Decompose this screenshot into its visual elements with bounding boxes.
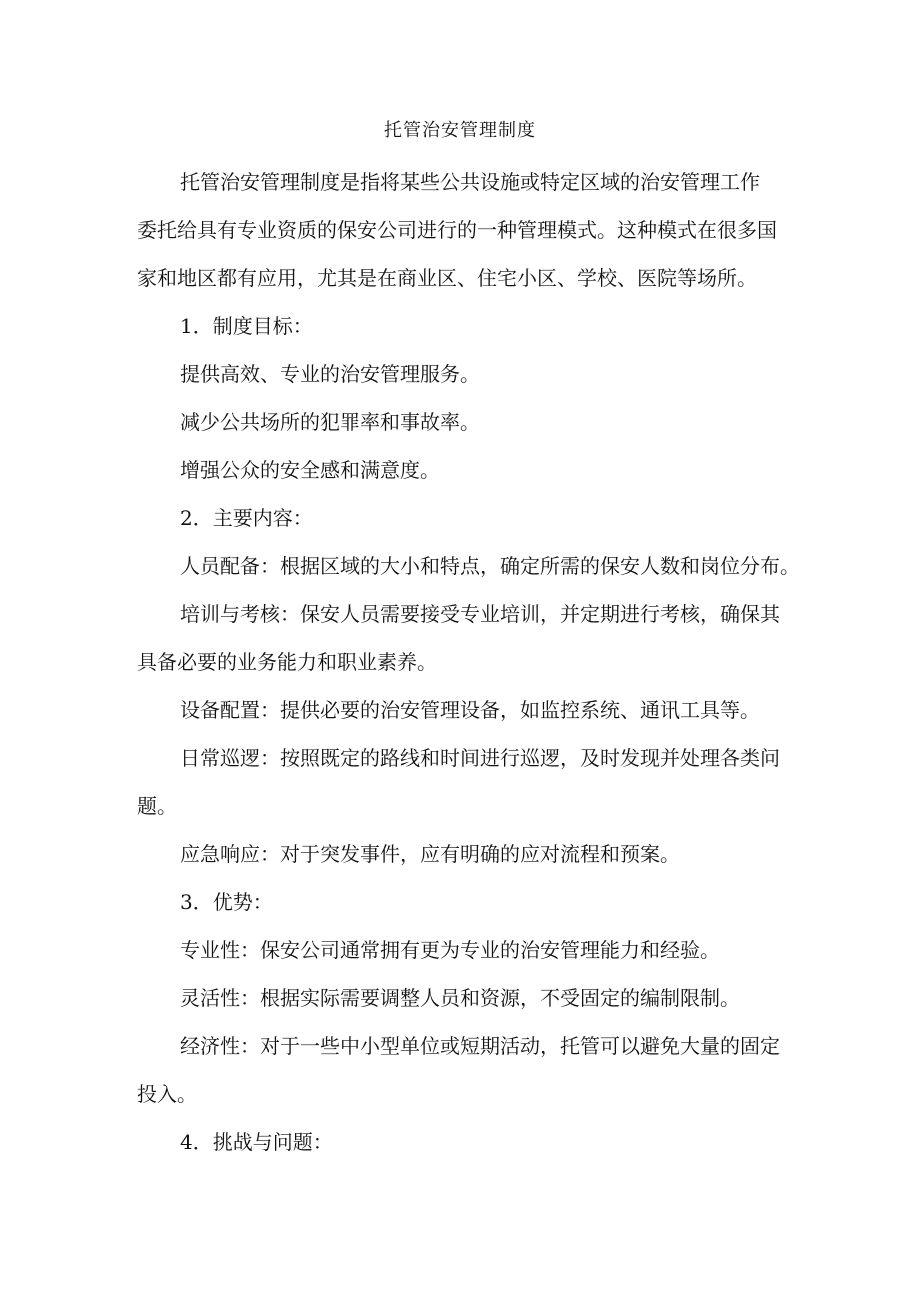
- section-heading: 4．挑战与问题：: [180, 1130, 333, 1154]
- paragraph-line: 投入。: [137, 1082, 197, 1106]
- paragraph-line: 日常巡逻：按照既定的路线和时间进行巡逻，及时发现并处理各类问: [180, 746, 780, 770]
- paragraph-line: 题。: [137, 794, 177, 818]
- paragraph-line: 增强公众的安全感和满意度。: [180, 458, 440, 482]
- paragraph-line: 委托给具有专业资质的保安公司进行的一种管理模式。这种模式在很多国: [137, 218, 777, 242]
- paragraph-line: 应急响应：对于突发事件，应有明确的应对流程和预案。: [180, 842, 680, 866]
- paragraph-line: 具备必要的业务能力和职业素养。: [137, 650, 437, 674]
- paragraph-line: 提供高效、专业的治安管理服务。: [180, 362, 480, 386]
- section-heading: 2．主要内容：: [180, 506, 313, 530]
- paragraph-line: 人员配备：根据区域的大小和特点，确定所需的保安人数和岗位分布。: [180, 554, 800, 578]
- paragraph-line: 设备配置：提供必要的治安管理设备，如监控系统、通讯工具等。: [180, 698, 760, 722]
- section-heading: 3．优势：: [180, 890, 273, 914]
- paragraph-line: 托管治安管理制度是指将某些公共设施或特定区域的治安管理工作: [180, 170, 760, 194]
- paragraph-line: 培训与考核：保安人员需要接受专业培训，并定期进行考核，确保其: [180, 602, 780, 626]
- document-title: 托管治安管理制度: [384, 120, 536, 141]
- section-heading: 1．制度目标：: [180, 314, 313, 338]
- paragraph-line: 经济性：对于一些中小型单位或短期活动，托管可以避免大量的固定: [180, 1034, 780, 1058]
- paragraph-line: 家和地区都有应用，尤其是在商业区、住宅小区、学校、医院等场所。: [137, 266, 757, 290]
- paragraph-line: 灵活性：根据实际需要调整人员和资源，不受固定的编制限制。: [180, 986, 740, 1010]
- paragraph-line: 专业性：保安公司通常拥有更为专业的治安管理能力和经验。: [180, 938, 720, 962]
- paragraph-line: 减少公共场所的犯罪率和事故率。: [180, 410, 480, 434]
